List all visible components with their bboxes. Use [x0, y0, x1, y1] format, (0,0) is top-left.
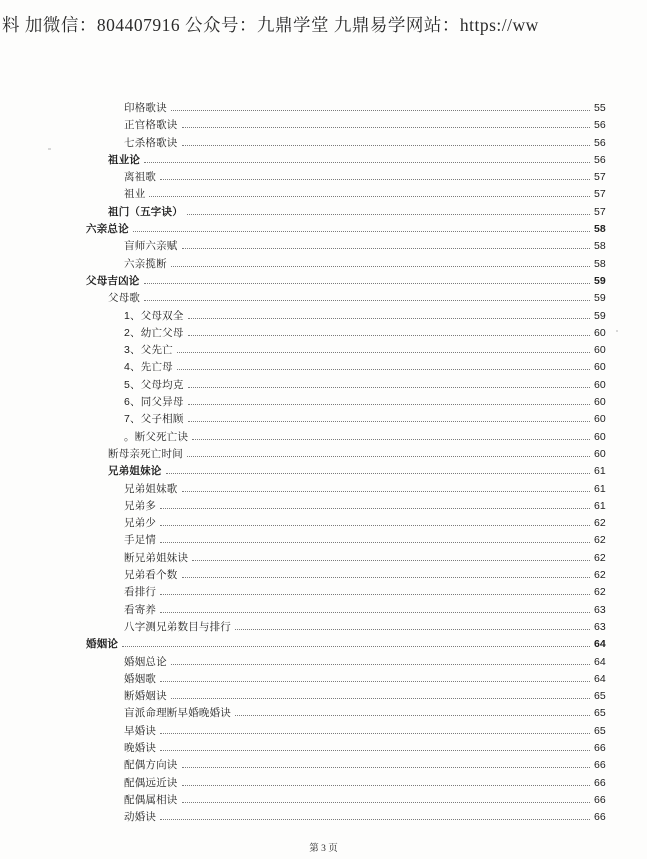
- toc-entry[interactable]: [86, 308, 616, 325]
- toc-leader-dots: [160, 541, 590, 543]
- toc-entry-label: 手足情: [124, 534, 157, 547]
- toc-entry[interactable]: [86, 636, 616, 653]
- toc-entry-page-number: 60: [594, 344, 606, 357]
- toc-entry-label: 婚姻歌: [124, 672, 157, 685]
- toc-entry[interactable]: [86, 238, 616, 255]
- toc-entry-page-number: 55: [594, 102, 606, 114]
- toc-leader-dots: [160, 178, 590, 180]
- toc-leader-dots: [182, 144, 591, 146]
- toc-entry-label: 盲派命理断早婚晚婚诀: [124, 707, 231, 720]
- toc-entry[interactable]: [86, 273, 616, 290]
- toc-entry-page-number: 57: [594, 205, 606, 218]
- toc-entry[interactable]: [86, 688, 616, 705]
- toc-entry-page-number: 62: [594, 551, 606, 564]
- toc-entry[interactable]: [86, 740, 616, 757]
- toc-entry-label: 父母歌: [108, 292, 141, 305]
- toc-entry-label: 动婚诀: [124, 811, 157, 824]
- toc-entry-page-number: 66: [594, 793, 606, 806]
- toc-entry-label: 1、父母双全: [124, 309, 184, 322]
- toc-leader-dots: [182, 126, 591, 128]
- toc-entry[interactable]: [86, 584, 616, 601]
- toc-entry-page-number: 58: [594, 240, 606, 253]
- toc-entry-page-number: 62: [594, 534, 606, 547]
- toc-entry[interactable]: [86, 654, 616, 671]
- toc-entry-page-number: 60: [594, 361, 606, 374]
- toc-entry[interactable]: [86, 411, 616, 428]
- toc-leader-dots: [188, 403, 590, 405]
- toc-leader-dots: [182, 576, 591, 578]
- page-footer: [0, 840, 647, 854]
- watermark-text: 料 加微信：804407916 公众号：九鼎学堂 九鼎易学网站：https://ww: [2, 15, 539, 35]
- toc-entry-page-number: 57: [594, 188, 606, 201]
- toc-entry-page-number: 60: [594, 430, 606, 443]
- toc-entry-page-number: 61: [594, 482, 606, 495]
- toc-entry-page-number: 58: [594, 257, 606, 270]
- toc-entry-label: 离祖歌: [124, 171, 157, 184]
- toc-entry-page-number: 61: [594, 499, 606, 512]
- toc-entry-page-number: 65: [594, 690, 606, 703]
- toc-entry-label: 7、父子相顾: [124, 413, 184, 426]
- toc-leader-dots: [177, 351, 590, 353]
- toc-entry-page-number: 64: [594, 638, 606, 651]
- toc-leader-dots: [160, 524, 590, 526]
- toc-leader-dots: [192, 559, 590, 561]
- toc-leader-dots: [160, 680, 590, 682]
- toc-entry[interactable]: [86, 792, 616, 809]
- toc-leader-dots: [177, 368, 590, 370]
- toc-entry-label: 祖门（五字诀）: [108, 205, 183, 218]
- toc-leader-dots: [182, 247, 591, 249]
- toc-entry[interactable]: [86, 723, 616, 740]
- toc-entry-label: 配偶远近诀: [124, 776, 178, 789]
- toc-leader-dots: [235, 714, 590, 716]
- toc-entry[interactable]: [86, 619, 616, 636]
- toc-entry[interactable]: [86, 204, 616, 221]
- toc-leader-dots: [188, 334, 590, 336]
- toc-leader-dots: [160, 732, 590, 734]
- toc-entry-page-number: 64: [594, 655, 606, 668]
- toc-entry-label: 3、父先亡: [124, 344, 173, 357]
- toc-entry-label: 印格歌诀: [124, 102, 167, 114]
- toc-entry-label: 6、同父异母: [124, 396, 184, 409]
- toc-entry[interactable]: [86, 325, 616, 342]
- toc-entry-page-number: 58: [594, 223, 606, 236]
- toc-entry[interactable]: [86, 775, 616, 792]
- toc-entry-page-number: 66: [594, 741, 606, 754]
- toc-entry-label: 七杀格歌诀: [124, 136, 178, 149]
- toc-entry-label: 2、幼亡父母: [124, 326, 184, 339]
- toc-entry-label: 断兄弟姐妹诀: [124, 551, 189, 564]
- toc-entry[interactable]: [86, 394, 616, 411]
- toc-entry[interactable]: [86, 567, 616, 584]
- toc-leader-dots: [133, 230, 590, 232]
- toc-entry[interactable]: [86, 169, 616, 186]
- toc-entry-label: 晚婚诀: [124, 741, 157, 754]
- toc-entry[interactable]: [86, 429, 616, 446]
- toc-entry[interactable]: [86, 463, 616, 480]
- toc-entry-label: 兄弟少: [124, 517, 157, 530]
- toc-leader-dots: [171, 265, 590, 267]
- toc-entry-page-number: 65: [594, 724, 606, 737]
- page-number-label: 第 3 页: [309, 844, 338, 854]
- toc-entry-page-number: 56: [594, 136, 606, 149]
- toc-leader-dots: [182, 766, 591, 768]
- toc-entry-label: 婚姻总论: [124, 655, 167, 668]
- toc-entry[interactable]: [86, 342, 616, 359]
- toc-entry-page-number: 56: [594, 119, 606, 132]
- toc-entry-page-number: 63: [594, 620, 606, 633]
- scan-speck: [616, 330, 618, 332]
- toc-entry[interactable]: [86, 221, 616, 238]
- toc-entry-page-number: 57: [594, 171, 606, 184]
- toc-entry[interactable]: [86, 481, 616, 498]
- page-header-watermark: [0, 8, 647, 44]
- toc-entry-page-number: 66: [594, 811, 606, 824]
- toc-entry-label: 八字测兄弟数目与排行: [124, 620, 231, 633]
- toc-leader-dots: [144, 299, 590, 301]
- toc-leader-dots: [144, 282, 591, 284]
- toc-entry-label: 父母吉凶论: [86, 274, 140, 287]
- toc-entry-page-number: 62: [594, 517, 606, 530]
- toc-entry-page-number: 62: [594, 569, 606, 582]
- toc-entry-page-number: 60: [594, 378, 606, 391]
- toc-entry-label: 配偶方向诀: [124, 759, 178, 772]
- toc-entry-label: 兄弟姐妹歌: [124, 482, 178, 495]
- toc-leader-dots: [122, 645, 590, 647]
- toc-entry[interactable]: [86, 705, 616, 722]
- toc-entry-page-number: 63: [594, 603, 606, 616]
- toc-leader-dots: [171, 109, 590, 111]
- toc-entry-page-number: 59: [594, 274, 606, 287]
- toc-entry[interactable]: [86, 671, 616, 688]
- toc-leader-dots: [160, 507, 590, 509]
- toc-entry[interactable]: [86, 256, 616, 273]
- toc-entry-page-number: 66: [594, 776, 606, 789]
- toc-entry-label: 正官格歌诀: [124, 119, 178, 132]
- toc-entry-page-number: 60: [594, 447, 606, 460]
- toc-leader-dots: [188, 420, 590, 422]
- toc-entry[interactable]: [86, 515, 616, 532]
- toc-entry-label: 看寄养: [124, 603, 157, 616]
- toc-entry[interactable]: [86, 809, 616, 826]
- toc-entry-label: 祖业: [124, 188, 146, 201]
- toc-entry[interactable]: [86, 377, 616, 394]
- toc-entry-label: 。断父死亡诀: [124, 430, 189, 443]
- toc-leader-dots: [235, 628, 590, 630]
- toc-entry[interactable]: [86, 290, 616, 307]
- toc-leader-dots: [144, 161, 590, 163]
- toc-leader-dots: [187, 455, 590, 457]
- toc-entry-page-number: 66: [594, 759, 606, 772]
- toc-entry-page-number: 56: [594, 153, 606, 166]
- toc-entry-label: 兄弟看个数: [124, 569, 178, 582]
- toc-entry-label: 早婚诀: [124, 724, 157, 737]
- toc-entry[interactable]: [86, 135, 616, 152]
- toc-leader-dots: [188, 386, 590, 388]
- toc-entry-label: 配偶属相诀: [124, 793, 178, 806]
- toc-leader-dots: [160, 749, 590, 751]
- toc-entry-page-number: 62: [594, 586, 606, 599]
- toc-leader-dots: [160, 818, 590, 820]
- toc-entry[interactable]: [86, 117, 616, 134]
- toc-leader-dots: [182, 784, 591, 786]
- toc-entry-label: 盲师六亲赋: [124, 240, 178, 253]
- toc-entry[interactable]: [86, 186, 616, 203]
- toc-entry-label: 断婚姻诀: [124, 690, 167, 703]
- toc-leader-dots: [188, 317, 590, 319]
- toc-entry[interactable]: [86, 152, 616, 169]
- toc-entry[interactable]: [86, 550, 616, 567]
- toc-leader-dots: [160, 593, 590, 595]
- toc-leader-dots: [166, 472, 591, 474]
- toc-entry-page-number: 61: [594, 465, 606, 478]
- toc-entry[interactable]: [86, 757, 616, 774]
- toc-entry-page-number: 64: [594, 672, 606, 685]
- toc-entry-page-number: 59: [594, 292, 606, 305]
- toc-entry[interactable]: [86, 532, 616, 549]
- toc-leader-dots: [182, 490, 591, 492]
- toc-entry-page-number: 60: [594, 326, 606, 339]
- toc-leader-dots: [187, 213, 590, 215]
- toc-entry-label: 祖业论: [108, 153, 141, 166]
- toc-leader-dots: [192, 438, 590, 440]
- toc-entry-page-number: 60: [594, 396, 606, 409]
- toc-leader-dots: [171, 663, 590, 665]
- toc-leader-dots: [171, 697, 590, 699]
- toc-entry-page-number: 65: [594, 707, 606, 720]
- scan-speck: [48, 148, 51, 150]
- toc-entry[interactable]: [86, 602, 616, 619]
- toc-entry-page-number: 59: [594, 309, 606, 322]
- toc-entry-label: 断母亲死亡时间: [108, 447, 183, 460]
- toc-entry[interactable]: [86, 100, 616, 117]
- toc-leader-dots: [182, 801, 591, 803]
- toc-entry-label: 婚姻论: [86, 638, 119, 651]
- toc-entry-label: 六亲总论: [86, 223, 129, 236]
- toc-entry-label: 4、先亡母: [124, 361, 173, 374]
- toc-entry[interactable]: [86, 446, 616, 463]
- toc-leader-dots: [160, 611, 590, 613]
- toc-entry-page-number: 60: [594, 413, 606, 426]
- toc-entry-label: 看排行: [124, 586, 157, 599]
- toc-entry-label: 六亲揽断: [124, 257, 167, 270]
- toc-entry[interactable]: [86, 498, 616, 515]
- toc-entry-label: 兄弟多: [124, 499, 157, 512]
- toc-leader-dots: [149, 195, 590, 197]
- toc-entry-label: 兄弟姐妹论: [108, 465, 162, 478]
- toc-entry-label: 5、父母均克: [124, 378, 184, 391]
- table-of-contents: [86, 100, 616, 826]
- toc-entry[interactable]: [86, 359, 616, 376]
